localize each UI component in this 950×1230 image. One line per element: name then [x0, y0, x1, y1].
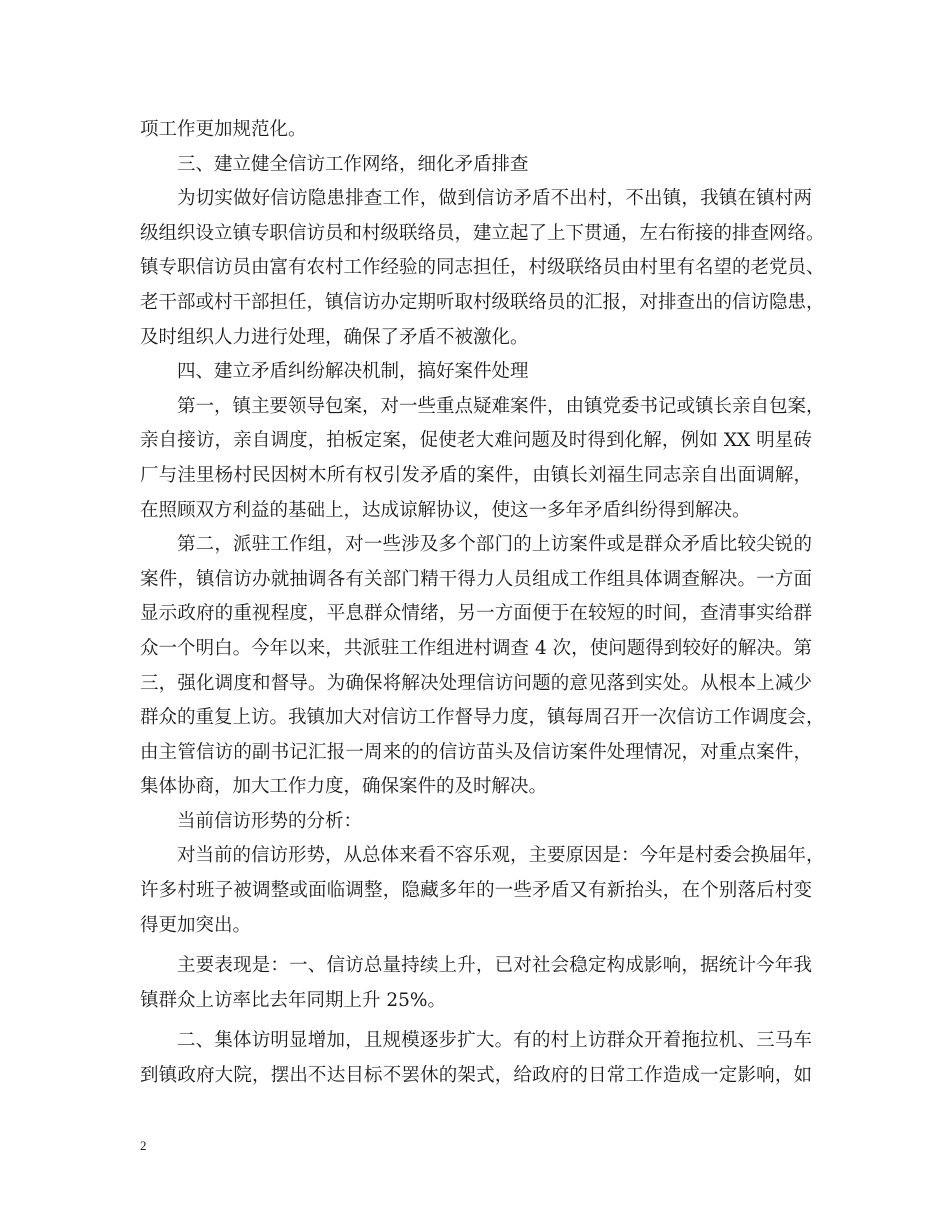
page-number: 2	[140, 1138, 147, 1153]
text-line: 镇群众上访率比去年同期上升 25%。	[140, 989, 447, 1011]
text-line: 当前信访形势的分析：	[177, 810, 363, 832]
text-line: 得更加突出。	[140, 914, 252, 936]
text-line: 三，强化调度和督导。为确保将解决处理信访问题的意见落到实处。从根本上减少	[140, 672, 812, 694]
text-line: 项工作更加规范化。	[140, 119, 307, 140]
text-line: 案件，镇信访办就抽调各有关部门精干得力人员组成工作组具体调查解决。一方面	[140, 568, 812, 590]
text-line: 许多村班子被调整或面临调整，隐藏多年的一些矛盾又有新抬头，在个别落后村变	[140, 880, 812, 902]
text-line: 级组织设立镇专职信访员和村级联络员，建立起了上下贯通，左右衔接的排查网络。	[140, 222, 825, 244]
text-line: 厂与洼里杨村民因树木所有权引发矛盾的案件，由镇长刘福生同志亲自出面调解，	[140, 464, 812, 486]
text-line: 第一，镇主要领导包案，对一些重点疑难案件，由镇党委书记或镇长亲自包案，	[177, 395, 825, 417]
text-line: 四、建立矛盾纠纷解决机制，搞好案件处理	[177, 361, 529, 383]
text-line: 由主管信访的副书记汇报一周来的的信访苗头及信访案件处理情况，对重点案件，	[140, 741, 812, 763]
text-line: 集体协商，加大工作力度，确保案件的及时解决。	[140, 776, 548, 798]
text-line: 亲自接访，亲自调度，拍板定案，促使老大难问题及时得到化解，例如 XX 明星砖	[140, 430, 812, 452]
text-line: 为切实做好信访隐患排查工作，做到信访矛盾不出村，不出镇，我镇在镇村两	[177, 188, 812, 210]
text-line: 老干部或村干部担任，镇信访办定期听取村级联络员的汇报，对排查出的信访隐患，	[140, 291, 825, 313]
text-line: 显示政府的重视程度，平息群众情绪，另一方面便于在较短的时间，查清事实给群	[140, 603, 812, 625]
text-line: 第二，派驻工作组，对一些涉及多个部门的上访案件或是群众矛盾比较尖锐的	[177, 534, 812, 556]
document-body	[140, 113, 825, 1094]
text-line: 二、集体访明显增加，且规模逐步扩大。有的村上访群众开着拖拉机、三马车	[177, 1030, 812, 1052]
text-line: 镇专职信访员由富有农村工作经验的同志担任，村级联络员由村里有名望的老党员、	[140, 257, 825, 279]
text-line: 主要表现是：一、信访总量持续上升，已对社会稳定构成影响，据统计今年我	[177, 955, 812, 977]
text-line: 到镇政府大院，摆出不达目标不罢休的架式，给政府的日常工作造成一定影响，如	[140, 1065, 812, 1087]
text-line: 及时组织人力进行处理，确保了矛盾不被激化。	[140, 326, 529, 348]
text-line: 众一个明白。今年以来，共派驻工作组进村调查 4 次，使问题得到较好的解决。第	[140, 637, 812, 659]
text-line: 在照顾双方利益的基础上，达成谅解协议，使这一多年矛盾纠纷得到解决。	[140, 499, 751, 521]
text-line: 对当前的信访形势，从总体来看不容乐观，主要原因是：今年是村委会换届年，	[177, 845, 825, 867]
text-line: 三、建立健全信访工作网络，细化矛盾排查	[177, 153, 529, 175]
text-line: 群众的重复上访。我镇加大对信访工作督导力度，镇每周召开一次信访工作调度会，	[140, 707, 825, 729]
